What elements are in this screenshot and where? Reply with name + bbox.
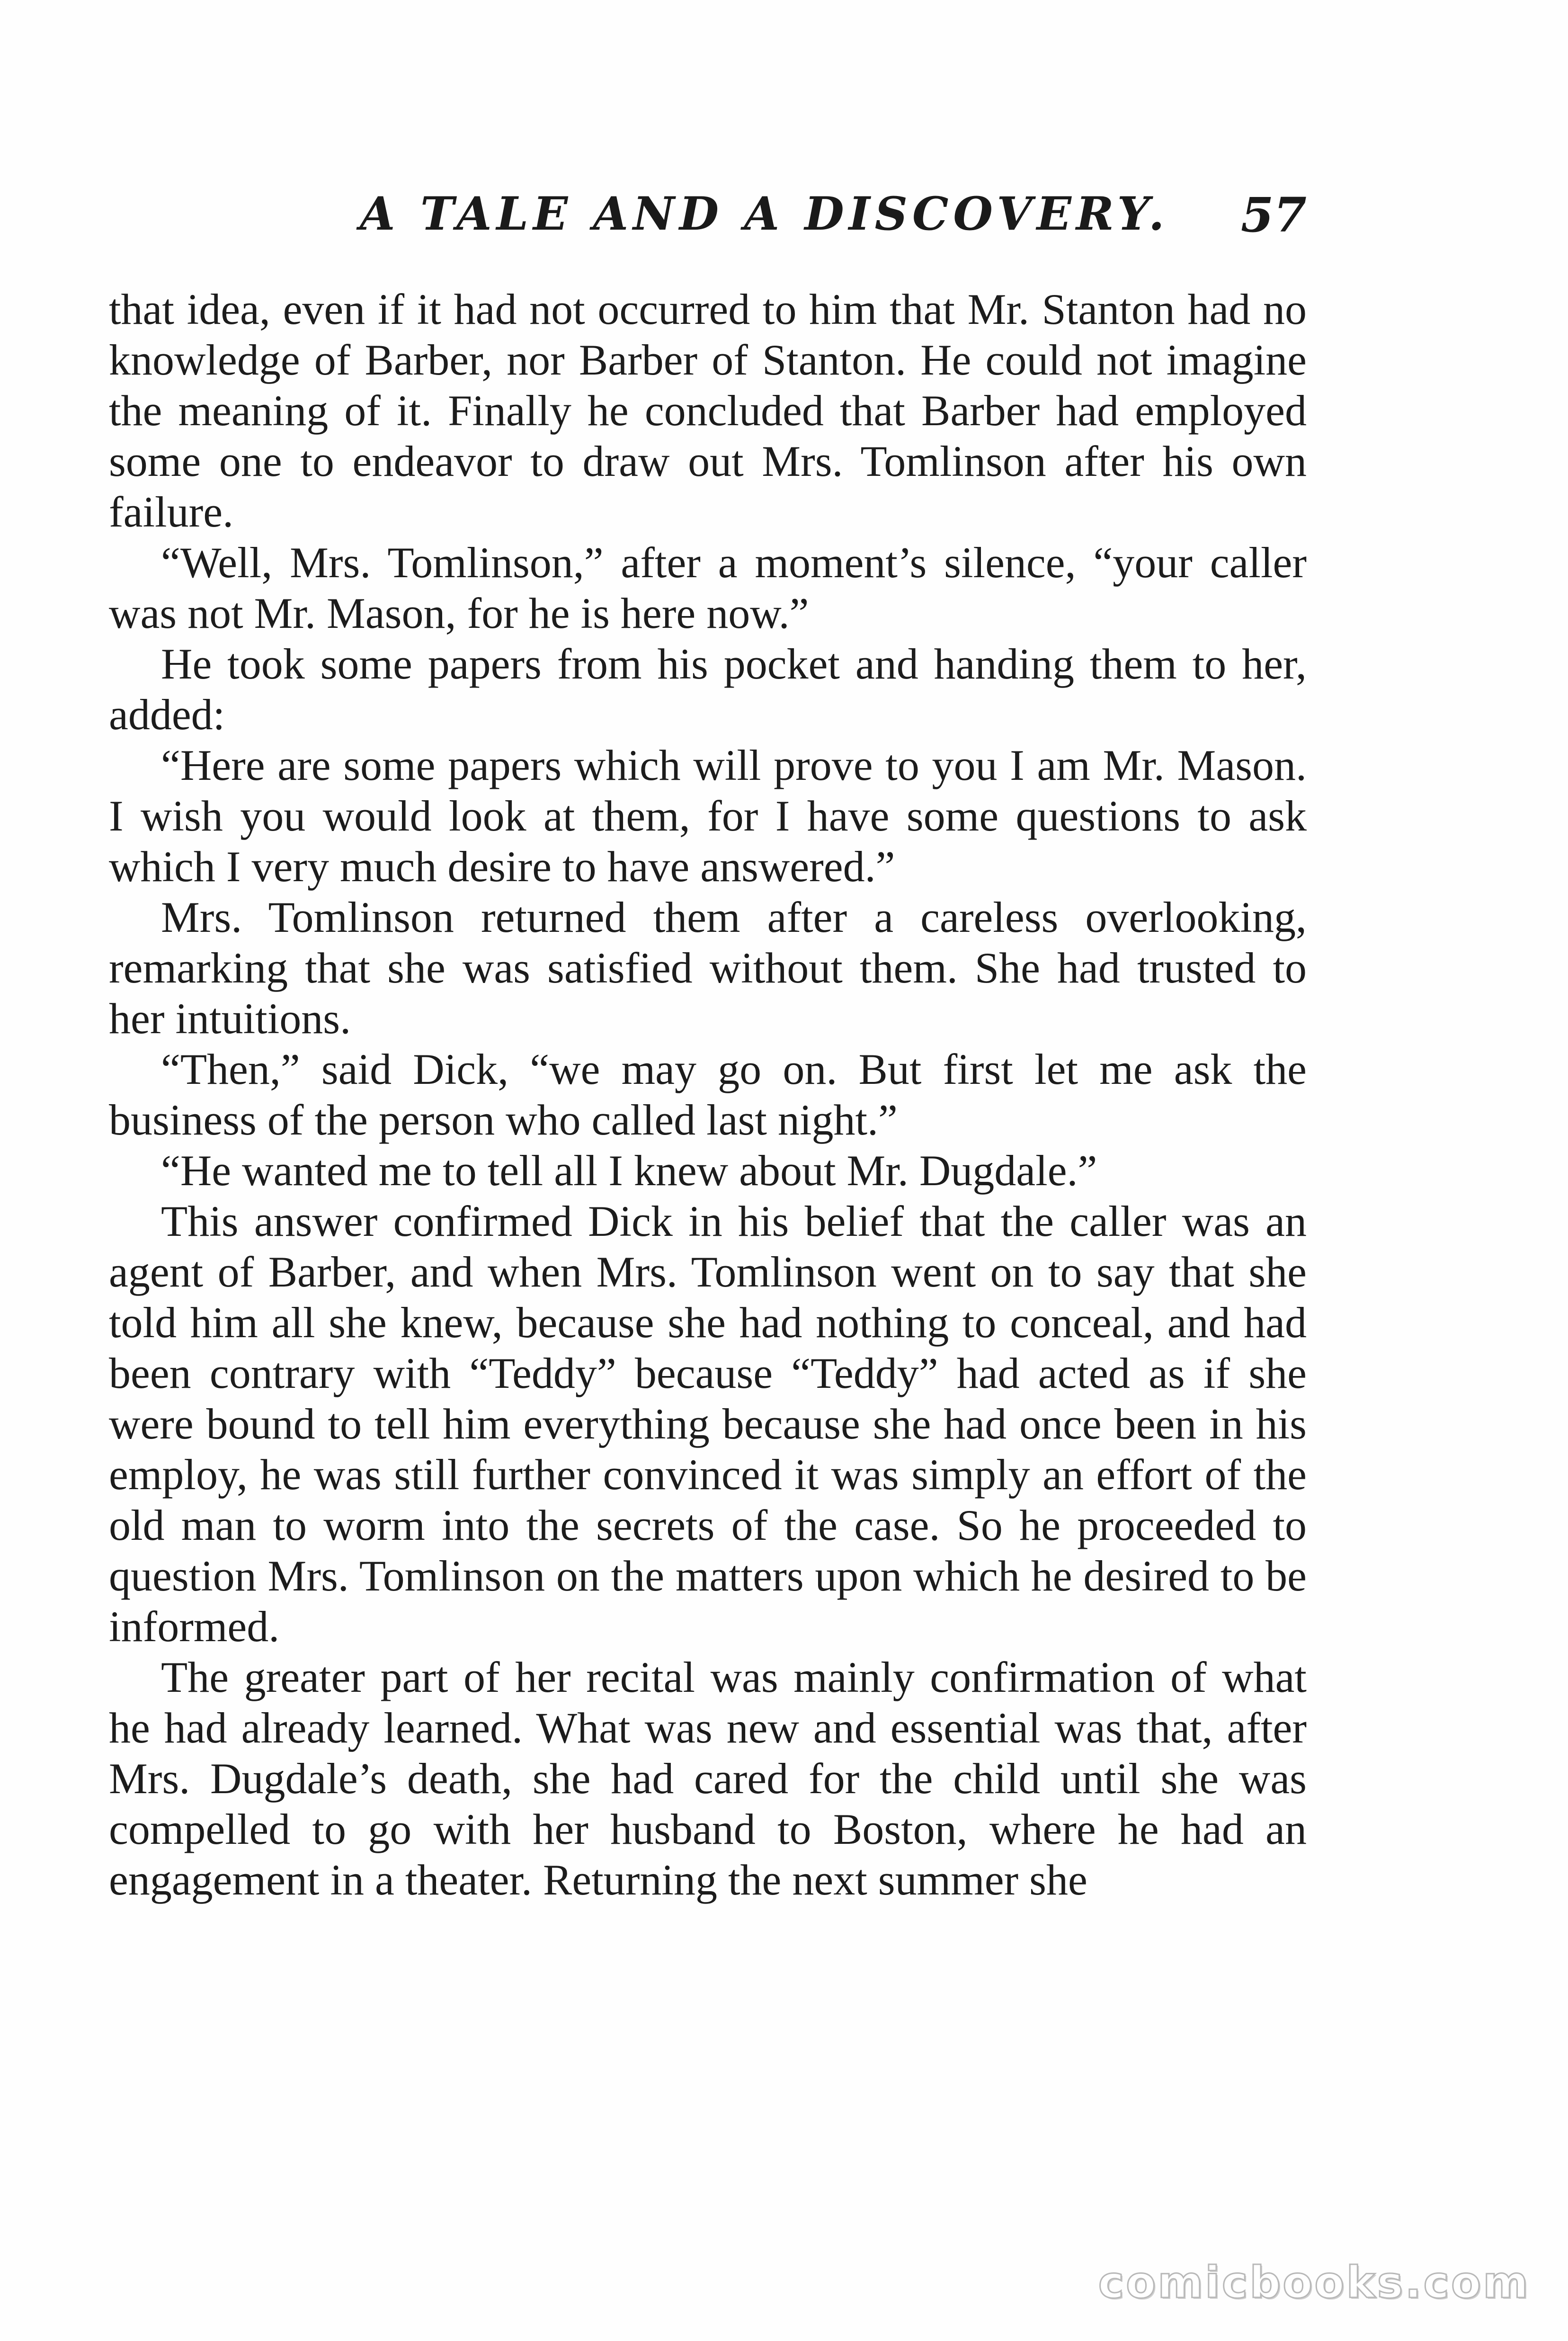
- paragraph: “Well, Mrs. Tomlinson,” after a moment’s silence, “your caller was not Mr. Mason, for he is here now.”: [109, 538, 1307, 637]
- paragraph: Mrs. Tomlinson returned them after a careless overlooking, remarking that she was satisfied without them. She had trusted to her intuitions.: [109, 893, 1307, 1043]
- paragraph: This answer confirmed Dick in his belief that the caller was an agent of Barber, and when Mrs. Tomlinson went on to say that she told him all she knew, because she had nothing to conceal, and had been contrary with “Teddy” because “Teddy” had acted as if she were bound to tell him everything because she had once been in his employ, he was still further convinced it was simply an effort of the old man to worm into the secrets of the case. So he proceeded to question Mrs. Tomlinson on the matters upon which he desired to be informed.: [109, 1197, 1307, 1651]
- body-text: [109, 284, 1307, 1905]
- running-title: A TALE AND A DISCOVERY.: [360, 187, 1169, 241]
- paragraph: “Then,” said Dick, “we may go on. But first let me ask the business of the person who called last night.”: [109, 1045, 1307, 1144]
- paragraph-continuation: that idea, even if it had not occurred to him that Mr. Stanton had no knowledge of Barber, nor Barber of Stanton. He could not imagine the meaning of it. Finally he concluded that Barber had employed some one to endeavor to draw out Mrs. Tomlinson after his own failure.: [109, 285, 1307, 536]
- paragraph: He took some papers from his pocket and handing them to her, added:: [109, 640, 1307, 739]
- paragraph: The greater part of her recital was mainly confirmation of what he had already learned. What was new and essential was that, after Mrs. Dugdale’s death, she had cared for the child until she was compelled to go with her husband to Boston, where he had an engagement in a theater. Returning the next summer she: [109, 1653, 1307, 1904]
- page-number: 57: [1240, 187, 1307, 243]
- watermark: comicbooks.com: [1098, 2257, 1530, 2308]
- running-head: [109, 187, 1307, 253]
- paragraph: “Here are some papers which will prove to you I am Mr. Mason. I wish you would look at them, for I have some questions to ask which I very much desire to have answered.”: [109, 741, 1307, 891]
- paragraph: “He wanted me to tell all I knew about Mr. Dugdale.”: [161, 1146, 1097, 1195]
